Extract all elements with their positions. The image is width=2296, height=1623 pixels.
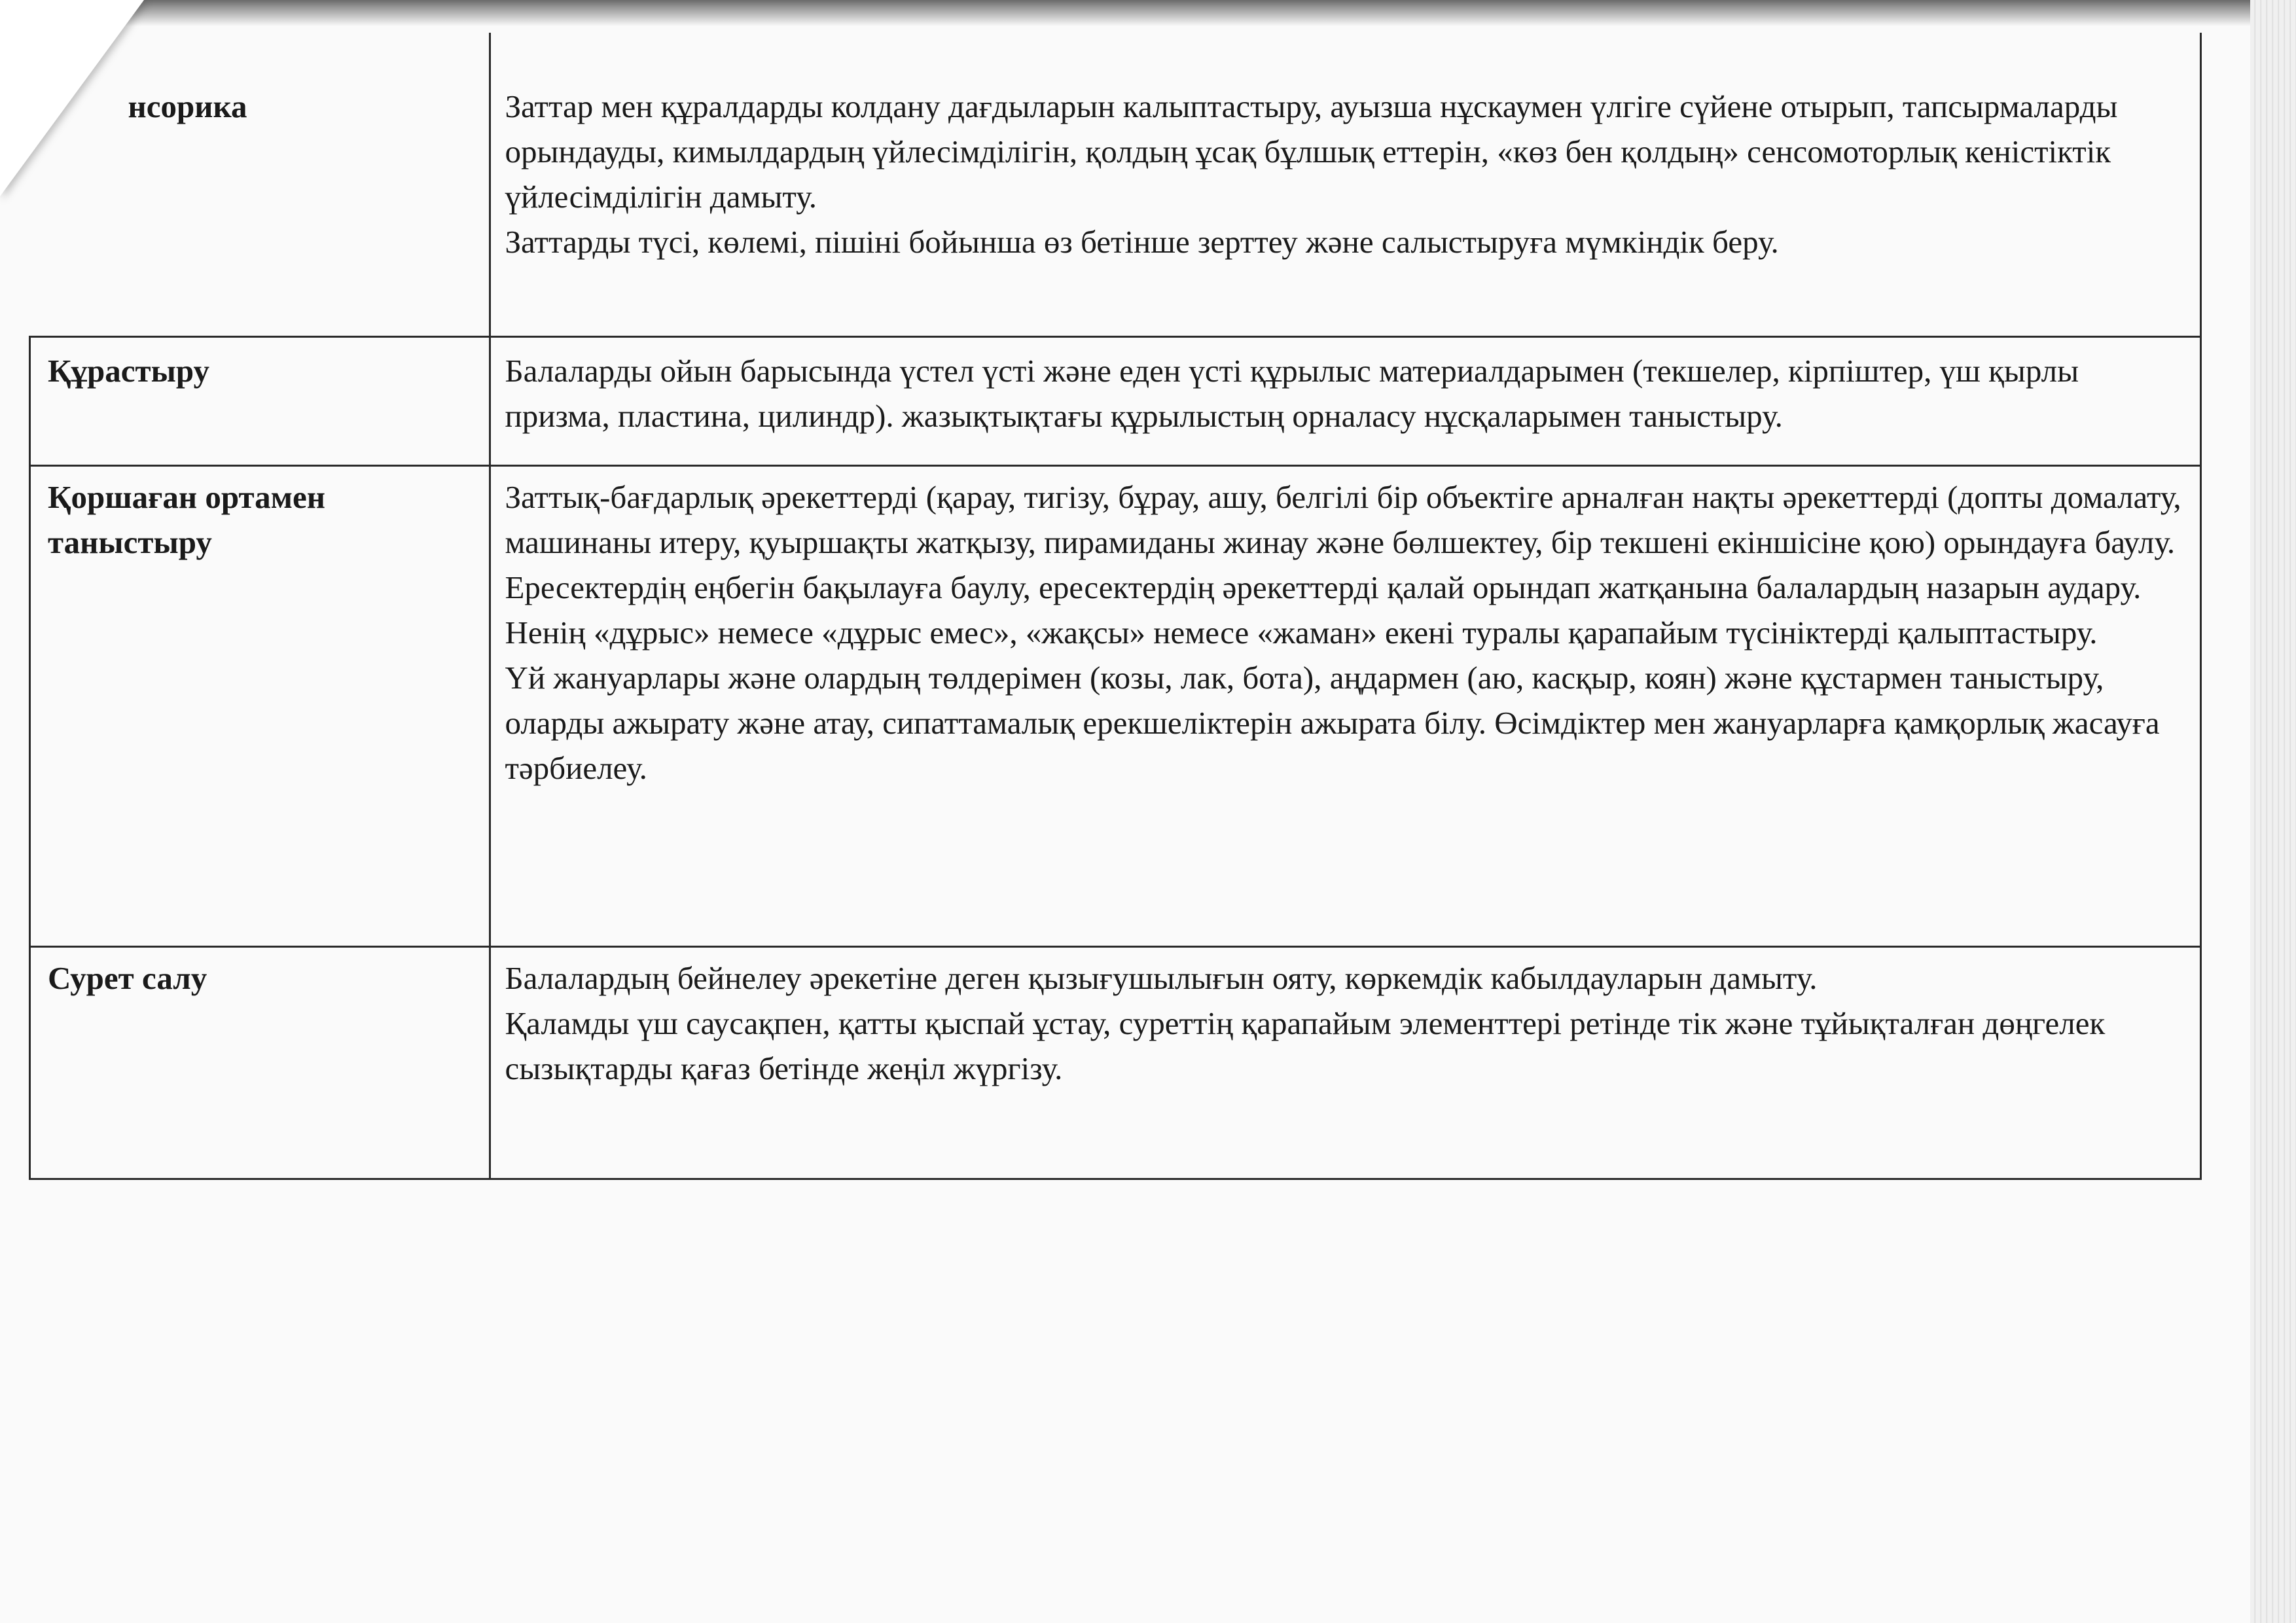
content-cell: [490, 947, 2201, 1179]
content-cell: [490, 33, 2201, 337]
content-paragraph: Балаларды ойын барысында үстел үсті және еден үсті құрылыс материалдарымен (текшелер, кірпіштер, үш қырлы призма, пластина, цилиндр). жазықтықтағы құрылыстың орналасу нұсқаларымен таныстыру.: [505, 353, 2079, 434]
table-row: [30, 33, 2201, 337]
subject-label: Сурет салу: [48, 960, 207, 996]
subject-label: Құрастыру: [48, 353, 209, 389]
subject-cell: [30, 947, 490, 1179]
content-paragraph: Заттық-бағдарлық әрекеттерді (қарау, тигізу, бұрау, ашу, белгілі бір объектіге арналған нақты әрекеттерді (допты домалату, машинаны итеру, қуыршақты жатқызу, пирамиданы жинау және бөлшектеу, бір текшені екіншісіне қою) орындауға баулу.: [505, 479, 2181, 560]
content-paragraph: Ненің «дұрыс» немесе «дұрыс емес», «жақсы» немесе «жаман» екені туралы қарапайым түсініктерді қалыптастыру.: [505, 615, 2098, 651]
table-row: [30, 337, 2201, 466]
table-row: [30, 466, 2201, 947]
subject-label: нсорика: [128, 88, 247, 124]
content-paragraph: Заттарды түсі, көлемі, пішіні бойынша өз бетінше зерттеу және салыстыруға мүмкіндік беру.: [505, 224, 1779, 260]
scan-shadow: [0, 0, 2296, 26]
content-paragraph: Ересектердің еңбегін бақылауға баулу, ересектердің әрекеттерді қалай орындап жатқанына балалардың назарын аудару.: [505, 569, 2142, 605]
content-paragraph: Үй жануарлары және олардың төлдерімен (козы, лак, бота), аңдармен (аю, касқыр, коян) және құстармен таныстыру, оларды ажырату және атау, сипаттамалық ерекшеліктерін ажырата білу. Өсімдіктер мен жануарларға қамқорлық жасауға тәрбиелеу.: [505, 660, 2160, 786]
subject-label: Қоршаған ортамен таныстыру: [48, 479, 326, 560]
content-cell: [490, 337, 2201, 466]
subject-cell: [30, 337, 490, 466]
page-stack-edge: [2250, 0, 2296, 1623]
content-paragraph: Балалардың бейнелеу әрекетіне деген қызығушылығын ояту, көркемдік кабылдауларын дамыту.: [505, 960, 1818, 996]
content-paragraph: Заттар мен құралдарды колдану дағдыларын калыптастыру, ауызша нұскаумен үлгіге сүйене отырып, тапсырмаларды орындауды, кимылдардың үйлесімділігін, қолдың ұсақ бұлшық еттерін, «көз бен қолдың» сенсомоторлық кеністіктік үйлесімділігін дамыту.: [505, 88, 2118, 215]
content-paragraph: Қаламды үш саусақпен, қатты қыспай ұстау, суреттің қарапайым элементтері ретінде тік және тұйықталған дөңгелек сызықтарды қағаз бетінде жеңіл жүргізу.: [505, 1005, 2106, 1086]
table-row: [30, 947, 2201, 1179]
folded-corner: [0, 0, 144, 196]
subject-cell: [30, 466, 490, 947]
curriculum-table: [29, 33, 2202, 1180]
content-cell: [490, 466, 2201, 947]
